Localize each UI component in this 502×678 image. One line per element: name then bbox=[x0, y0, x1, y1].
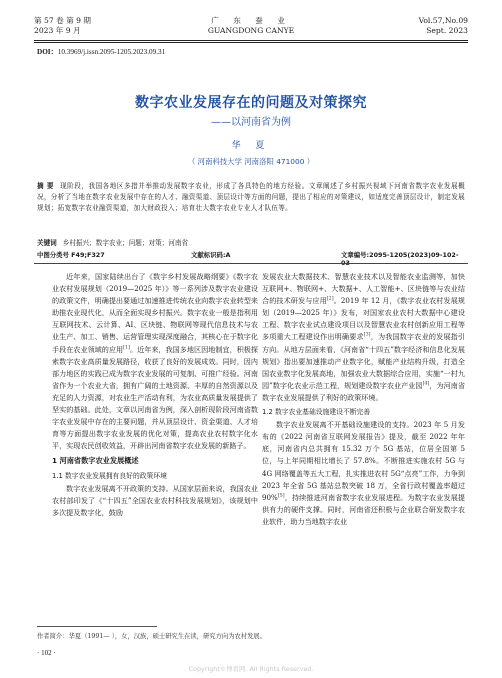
body-column-left bbox=[52, 271, 258, 519]
author-footnote: 作者简介：华夏（1991— ），女，汉族，硕士研究生在读，研究方向为农村发展。 bbox=[37, 633, 266, 640]
doi-value: 10.3969/j.issn.2095-1205.2023.09.31 bbox=[57, 48, 166, 56]
copyright-watermark: Copyright©博看网. All Rights Reserved. bbox=[188, 665, 314, 673]
article-subtitle: ——以河南省为例 bbox=[211, 117, 291, 128]
header-date-left: 2023 年 9 月 bbox=[34, 26, 81, 35]
clc-number: 中图分类号 F49;F327 bbox=[37, 251, 105, 259]
citation-ref: [4] bbox=[422, 381, 430, 387]
document-code: 文献标识码:A bbox=[191, 251, 231, 259]
citation-ref: [1] bbox=[123, 345, 130, 351]
abstract-rule bbox=[34, 263, 468, 264]
body-column-right bbox=[262, 271, 465, 528]
header-rule bbox=[34, 40, 468, 43]
keywords-text: 乡村振兴；数字农业；问题；对策；河南省 bbox=[62, 239, 189, 247]
subsection-heading-1-1: 1.1 数字农业发展拥有良好的政策环境 bbox=[52, 471, 167, 480]
paragraph-1-1: 数字农业发展离不开政策的支持。从国家层面来说，我国农业农村部印发了《“十四五”全国农业农村科技发展规划》，该规划中多次提及数字化，鼓励 bbox=[52, 483, 258, 517]
header-volume-en: Vol.57,No.09 bbox=[418, 16, 468, 25]
citation-ref: [5] bbox=[277, 493, 285, 499]
keywords bbox=[37, 237, 465, 247]
article-number: 文章编号:2095-1205(2023)09-102-03 bbox=[341, 251, 459, 267]
header-volume: 第 57 卷 第 9 期 bbox=[34, 16, 91, 25]
citation-ref: [3] bbox=[363, 333, 371, 339]
keywords-label: 关键词 bbox=[37, 239, 57, 247]
article-title: 数字农业发展存在的问题及对策探究 bbox=[135, 95, 367, 111]
page-number: · 102 · bbox=[37, 649, 56, 657]
doi-line bbox=[37, 47, 165, 57]
running-header bbox=[34, 16, 468, 42]
section-heading-1: 1 河南省数字农业发展概述 bbox=[52, 456, 139, 466]
paragraph-1-2: 数字农业发展离不开基础设施建设的支持。2023 年 5 月发布的《2022 河南省互联网发展报告》提及，截至 2022 年年底，河南省内总共拥有 15.32 万个 5G 基站，位居全国第 5 位，与上年同期相比增长了 57.8%。不断推进实施农村 5G 与 4G 网络覆盖等五大工程，扎实推进农村 5G“点亮”工作，力争到 2023 年全省 5G 基站总数突破 18 万，全省行政村覆盖率超过 90%[5]，持续推进河南省数字农业发展进程。为数字农业发展提供有力的硬件支撑。同时，河南省还积极与企业联合研发数字农业软件，助力当地数字农业 bbox=[262, 420, 465, 526]
header-journal-en: GUANGDONG CANYE bbox=[207, 26, 295, 35]
header-center bbox=[34, 16, 468, 36]
doi-label: DOI： bbox=[37, 48, 58, 56]
paragraph-1-1-cont: 发展农业大数据技术、智慧农业技术以及智能农业监测等，加快互联网+、物联网+、大数据+、人工智能+、区块链等与农业结合的技术研发与应用[2]。2019 年 12 月，《数字农业农村发展规划（2019—2025 年）》发布，对国家农业农村大数据中心建设工程、数字农业试点建设项目以及智慧农业农村创新应用工程等多项重大工程建设作出明确要求[3]，为我国数字农业的发展指引方向。从地方层面来看，《河南省“十四五”数字经济和信息化发展规划》指出要加速推动产业数字化，赋能产业结构升级，打造全国农业数字化发展高地，加强农业大数据综合应用，实施“一村九园”数字化农业示范工程，规划建设数字农业产业园[4]，为河南省数字农业发展提供了利好的政策环境。 bbox=[262, 272, 466, 402]
intro-paragraph: 近年来，国家陆续出台了《数字乡村发展战略纲要》《数字农业农村发展规划（2019—2025 年）》等一系列涉及数字农业建设的政策文件，明确提出要通过加速推进传统农业向数字农业转型来助推农业现代化，从而全面实现乡村振兴。数字农业一般是指利用互联网技术、云计算、AI、区块链、物联网等现代信息技术与农业生产、加工、销售、运营管理实现深度融合，其核心在于数字化手段在农业领域的应用[1]。近年来，我国多地区因地制宜，积极探索数字农业高质量发展路径，收获了良好的发展成效。同时，因内部力地区的实践已成为数字农业发展的可复制、可推广经验。河南省作为一个农业大省，拥有广阔的土地资源、丰厚的自然资源以及充足的人力资源，对农业生产活动有利，为农业高质量发展提供了坚实的基础。此处，文章以河南省为例，深入剖析现阶段河南省数字农业发展中存在的主要问题，并从顶层设计、资金渠道、人才培育等方面提出数字农业发展的优化对策，提高农业农村数字化水平，实现农民创收效益，开辟出河南省数字农业发展的新路子。 bbox=[52, 272, 259, 451]
subsection-heading-1-2: 1.2 数字农业基础设施建设不断完善 bbox=[262, 408, 371, 417]
header-right bbox=[419, 16, 468, 36]
article-affiliation: （ 河南科技大学 河南洛阳 471000 ） bbox=[187, 157, 315, 166]
abstract-text: 现阶段，我国各地区多措并举推动发展数字农业，形成了各具特色的地方经验。文章阐述了乡村振兴视域下河南省数字农业发展概况，分析了当地在数字农业发展中存在的人才、融资渠道、顶层设计等方面的问题，提出了相应的对策建议，如适度完善顶层设计，制定发展规划；拓宽数字农业融资渠道，加大财政投入；培育壮大数字农业专业人才队伍等。 bbox=[37, 182, 465, 213]
header-journal-zh: 广 东 蚕 业 bbox=[211, 16, 291, 25]
abstract bbox=[37, 181, 465, 215]
abstract-label: 摘 要 bbox=[37, 182, 55, 190]
article-author: 华 夏 bbox=[231, 141, 271, 151]
citation-ref: [2] bbox=[326, 296, 334, 302]
footnote-rule bbox=[37, 626, 157, 627]
header-date-right: Sept. 2023 bbox=[426, 26, 468, 35]
